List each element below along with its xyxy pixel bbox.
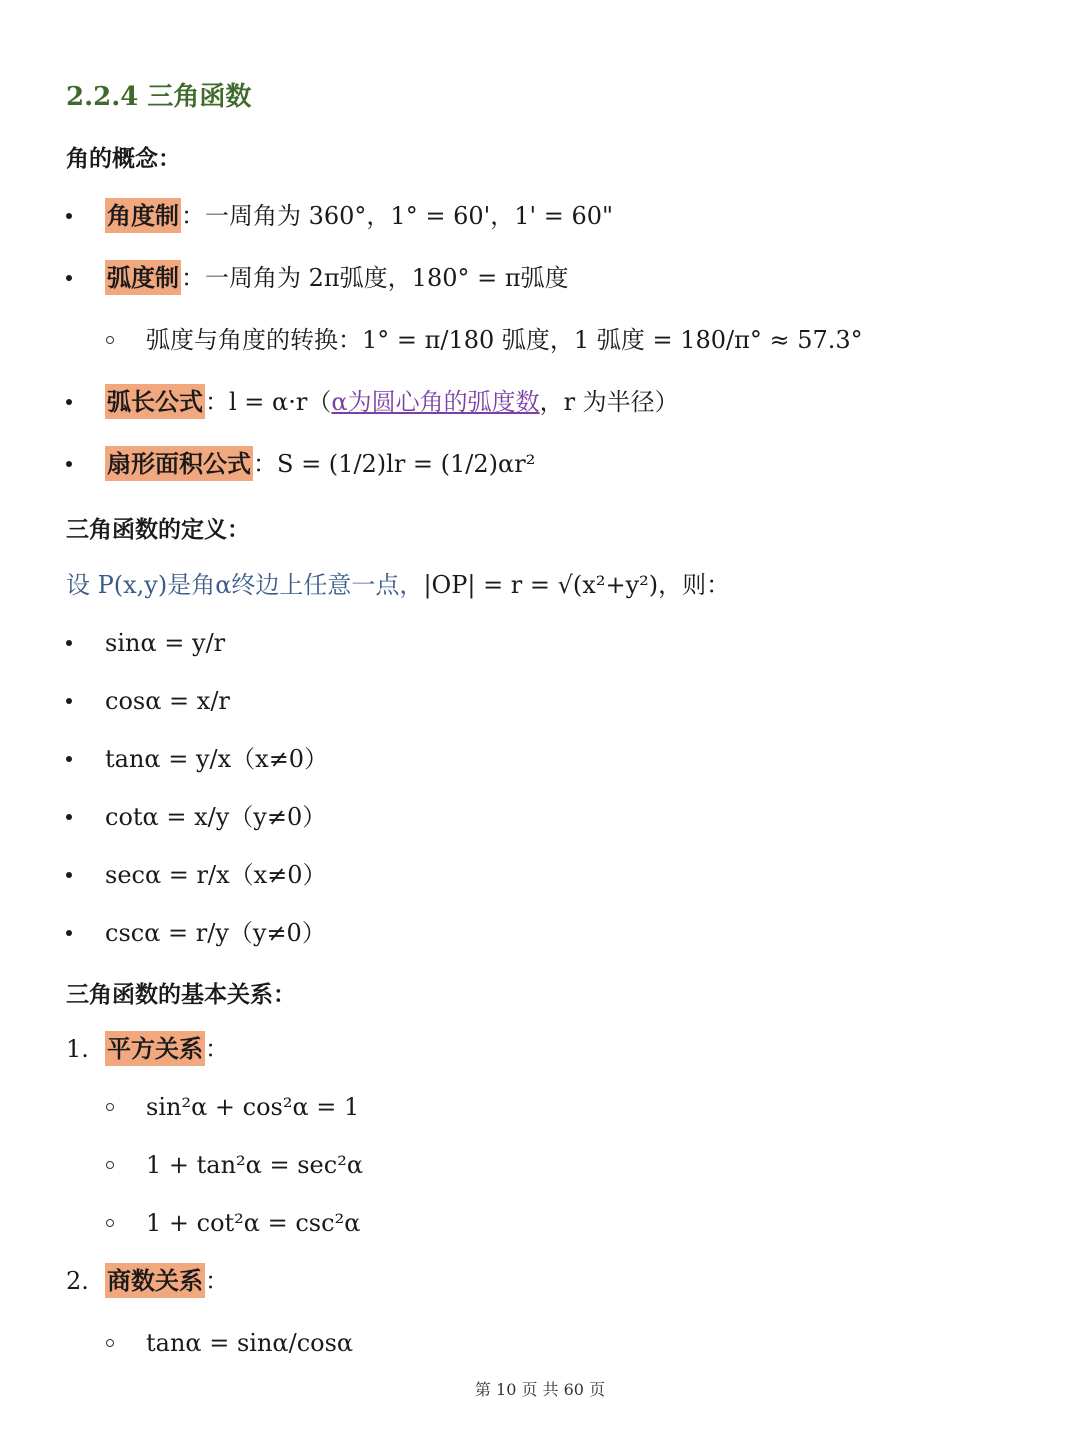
heading-definition: 三角函数的定义： [66,516,250,543]
definition-intro: 设 P(x,y)是角α终边上任意一点，|OP| = r = √(x²+y²)，则： [66,571,731,599]
sub-bullet-circle [106,1103,114,1111]
bullet-dot [66,814,72,820]
numbered-item-1: 1. [66,1035,89,1063]
list-item-sin: sinα = y/r [105,629,226,657]
bullet-dot [66,213,72,219]
highlight-term: 扇形面积公式 [105,446,253,481]
bullet-dot [66,872,72,878]
highlight-term: 商数关系 [105,1263,205,1298]
list-item-csc: cscα = r/y（y≠0） [105,919,326,947]
sub-item-conversion: 弧度与角度的转换：1° = π/180 弧度，1 弧度 = 180/π° ≈ 57.3° [146,326,863,354]
sub-item-formula: tanα = sinα/cosα [146,1329,354,1357]
page-footer: 第 10 页 共 60 页 [474,1380,606,1399]
sub-item-formula: 1 + cot²α = csc²α [146,1209,361,1237]
list-item-tan: tanα = y/x（x≠0） [105,745,329,773]
sub-bullet-circle [106,1219,114,1227]
bullet-dot [66,930,72,936]
relation-title-quotient: 商数关系： [105,1264,229,1298]
sub-bullet-circle [106,1339,114,1347]
bullet-dot [66,399,72,405]
highlight-term: 角度制 [105,198,181,233]
list-item-arc-length: 弧长公式：l = α·r（α为圆心角的弧度数，r 为半径） [105,385,679,419]
bullet-dot [66,275,72,281]
bullet-dot [66,756,72,762]
list-item-sec: secα = r/x（x≠0） [105,861,327,889]
bullet-dot [66,698,72,704]
heading-angle-concept: 角的概念： [66,145,181,172]
sub-bullet-circle [106,1161,114,1169]
sub-item-formula: sin²α + cos²α = 1 [146,1093,360,1121]
list-item-sector-area: 扇形面积公式：S = (1/2)lr = (1/2)αr² [105,447,535,481]
relation-title-square: 平方关系： [105,1032,229,1066]
list-item-degree: 角度制：一周角为 360°，1° = 60'，1' = 60" [105,199,613,233]
sub-bullet-circle [106,336,114,344]
bullet-dot [66,640,72,646]
sub-item-formula: 1 + tan²α = sec²α [146,1151,364,1179]
section-title: 2.2.4 三角函数 [66,82,252,112]
list-item-cos: cosα = x/r [105,687,230,715]
list-item-cot: cotα = x/y（y≠0） [105,803,327,831]
heading-relations: 三角函数的基本关系： [66,981,296,1008]
arc-length-link[interactable]: α为圆心角的弧度数 [331,388,540,416]
numbered-item-2: 2. [66,1267,89,1295]
highlight-term: 弧长公式 [105,384,205,419]
highlight-term: 弧度制 [105,260,181,295]
bullet-dot [66,461,72,467]
list-item-radian: 弧度制：一周角为 2π弧度，180° = π弧度 [105,261,569,295]
highlight-term: 平方关系 [105,1031,205,1066]
